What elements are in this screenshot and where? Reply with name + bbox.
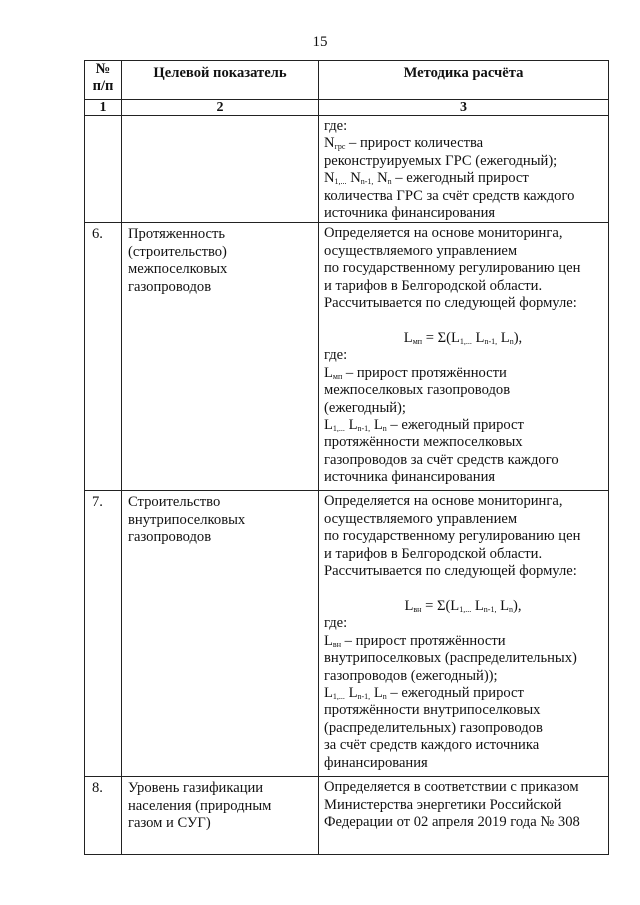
- indicator-line: Протяженность: [128, 226, 225, 243]
- formula-text: – ежегодный прирост: [391, 170, 529, 187]
- subscript: n-1,: [360, 177, 374, 187]
- formula-text: N: [324, 135, 335, 152]
- formula-text: L: [324, 684, 333, 701]
- method-line: реконструируемых ГРС (ежегодный);: [324, 152, 558, 169]
- subscript: 1,...: [459, 336, 472, 346]
- subscript: n: [387, 177, 392, 187]
- formula-text: N: [346, 170, 361, 187]
- table-row: [85, 116, 609, 223]
- formula-text: L: [344, 416, 358, 433]
- subscript: вн: [413, 604, 422, 614]
- method-line: где:: [324, 118, 348, 134]
- blank-line: [324, 580, 608, 597]
- formula-text: L: [403, 329, 413, 346]
- formula-text: L: [404, 597, 414, 614]
- row-number: 7.: [85, 491, 122, 777]
- header-indicator: Целевой показатель: [122, 61, 319, 100]
- method-line: протяжённости внутрипоселковых: [324, 702, 541, 719]
- method-line: Определяется на основе мониторинга,: [324, 225, 563, 242]
- table-row: [85, 777, 609, 855]
- method-line: Федерации от 02 апреля 2019 года № 308: [324, 814, 580, 831]
- method-line: газопроводов (ежегодный));: [324, 667, 498, 684]
- formula-text: L: [370, 684, 383, 701]
- subscript: n-1,: [483, 604, 497, 614]
- indicator-cell: [122, 777, 319, 855]
- table-header-row: [85, 61, 609, 100]
- formula-text: ),: [513, 329, 523, 346]
- subscript: 1,...: [459, 604, 472, 614]
- table-row: [85, 223, 609, 491]
- subscript: n-1,: [357, 423, 371, 433]
- subscript: n: [509, 604, 514, 614]
- header-number: [85, 61, 122, 100]
- indicator-line: газом и СУГ): [128, 815, 211, 832]
- subscript: n: [382, 423, 387, 433]
- method-line: [324, 365, 608, 382]
- formula-text: N: [324, 170, 335, 187]
- method-line: [324, 135, 608, 152]
- method-cell: [319, 223, 609, 491]
- formula-text: – ежегодный прирост: [386, 416, 524, 433]
- column-number: 2: [122, 100, 319, 116]
- formula-text: ),: [513, 597, 522, 614]
- method-line: межпоселковых газопроводов: [324, 382, 511, 399]
- method-cell: [319, 491, 609, 777]
- subscript: мп: [412, 336, 423, 346]
- formula-text: L: [324, 364, 333, 381]
- formula-text: L: [324, 416, 333, 433]
- subscript: n: [509, 336, 514, 346]
- indicator-cell: [122, 116, 319, 223]
- formula-text: L: [471, 329, 485, 346]
- method-line: и тарифов в Белгородской области.: [324, 277, 543, 294]
- indicator-line: населения (природным: [128, 797, 272, 814]
- formula-text: N: [373, 170, 388, 187]
- method-line: внутрипоселковых (распределительных): [324, 650, 577, 667]
- method-line: [324, 633, 608, 650]
- method-line: Определяется на основе мониторинга,: [324, 493, 563, 510]
- row-number: 6.: [85, 223, 122, 491]
- indicator-line: газопроводов: [128, 529, 212, 546]
- indicator-cell: [122, 223, 319, 491]
- subscript: грс: [334, 142, 346, 152]
- indicator-line: Строительство: [128, 494, 221, 511]
- method-line: осуществляемого управлением: [324, 510, 518, 527]
- formula-text: – прирост протяжённости: [340, 632, 506, 649]
- method-line: за счёт средств каждого источника: [324, 737, 540, 754]
- method-cell: [319, 116, 609, 223]
- row-number: [85, 116, 122, 223]
- column-numbers-row: [85, 100, 609, 116]
- formula-text: L: [497, 329, 510, 346]
- indicators-table: [84, 60, 609, 855]
- formula-text: – прирост протяжённости: [342, 364, 507, 381]
- indicator-line: межпоселковых: [128, 261, 228, 278]
- method-line: где:: [324, 347, 348, 364]
- subscript: мп: [332, 371, 343, 381]
- header-number-line: №: [95, 61, 111, 77]
- formula-text: – ежегодный прирост: [386, 684, 524, 701]
- column-number: 1: [85, 100, 122, 116]
- method-line: (ежегодный);: [324, 399, 406, 416]
- formula-text: L: [324, 632, 333, 649]
- subscript: n-1,: [357, 691, 371, 701]
- method-line: [324, 685, 608, 702]
- method-cell: [319, 777, 609, 855]
- formula: [324, 330, 608, 347]
- subscript: n-1,: [484, 336, 498, 346]
- indicator-line: внутрипоселковых: [128, 511, 246, 528]
- page-number: 15: [312, 34, 328, 50]
- column-number: 3: [319, 100, 609, 116]
- formula-text: – прирост количества: [345, 135, 484, 152]
- formula: [324, 598, 608, 615]
- subscript: n: [382, 691, 387, 701]
- method-line: [324, 170, 608, 187]
- method-line: источника финансирования: [324, 205, 496, 222]
- indicator-cell: [122, 491, 319, 777]
- subscript: 1,...: [334, 177, 347, 187]
- method-line: финансирования: [324, 754, 428, 771]
- header-method: Методика расчёта: [319, 61, 609, 100]
- formula-text: = Σ(L: [422, 329, 460, 346]
- method-line: Определяется в соответствии с приказом: [324, 779, 579, 796]
- indicator-line: (строительство): [128, 243, 227, 260]
- method-line: где:: [324, 615, 348, 632]
- row-number: 8.: [85, 777, 122, 855]
- subscript: вн: [332, 639, 341, 649]
- method-line: по государственному регулированию цен: [324, 260, 581, 277]
- method-line: газопроводов за счёт средств каждого: [324, 451, 559, 468]
- table-row: [85, 491, 609, 777]
- method-line: [324, 417, 608, 434]
- formula-text: = Σ(L: [421, 597, 460, 614]
- formula-text: L: [496, 597, 510, 614]
- method-line: Рассчитывается по следующей формуле:: [324, 295, 577, 312]
- method-line: (распределительных) газопроводов: [324, 719, 543, 736]
- subscript: 1,...: [332, 691, 345, 701]
- blank-line: [324, 312, 608, 329]
- formula-text: L: [344, 684, 358, 701]
- method-line: по государственному регулированию цен: [324, 528, 581, 545]
- method-line: Рассчитывается по следующей формуле:: [324, 563, 577, 580]
- method-line: осуществляемого управлением: [324, 242, 518, 259]
- formula-text: L: [370, 416, 383, 433]
- method-line: количества ГРС за счёт средств каждого: [324, 187, 575, 204]
- method-line: и тарифов в Белгородской области.: [324, 545, 543, 562]
- method-line: источника финансирования: [324, 469, 496, 486]
- indicator-line: Уровень газификации: [128, 780, 264, 797]
- formula-text: L: [471, 597, 484, 614]
- method-line: Министерства энергетики Российской: [324, 796, 562, 813]
- method-line: протяжённости межпоселковых: [324, 434, 523, 451]
- header-number-line: п/п: [92, 78, 114, 95]
- subscript: 1,...: [332, 423, 345, 433]
- indicator-line: газопроводов: [128, 278, 212, 295]
